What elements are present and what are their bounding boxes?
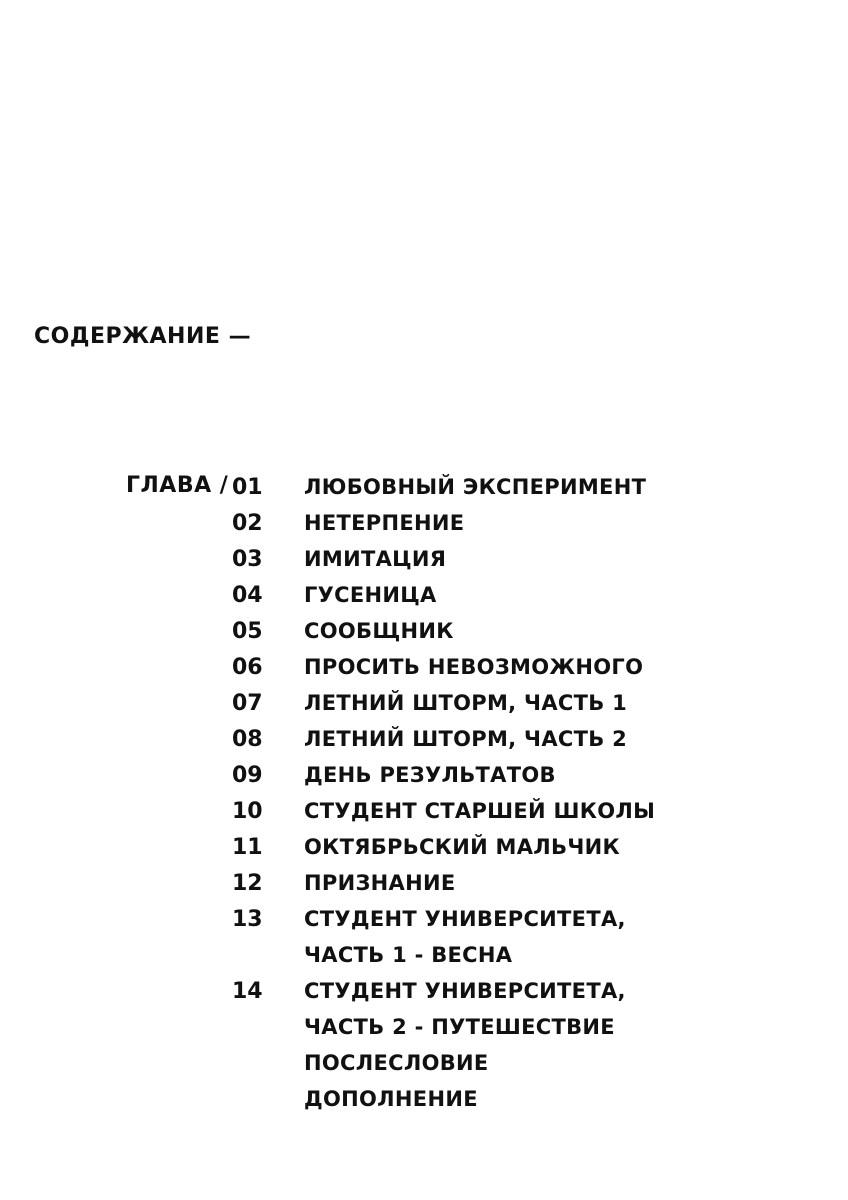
toc-entry [0,687,848,723]
chapter-number: 11 [232,835,263,860]
chapter-label: ГЛАВА / [126,473,229,498]
chapter-title: СТУДЕНТ СТАРШЕЙ ШКОЛЫ [304,799,656,823]
chapter-number: 05 [232,619,263,644]
chapter-number: 08 [232,727,263,752]
chapter-number: 09 [232,763,263,788]
toc-entry [0,471,848,507]
chapter-title: ЛЕТНИЙ ШТОРМ, ЧАСТЬ 2 [304,727,628,751]
chapter-title: ПРОСИТЬ НЕВОЗМОЖНОГО [304,655,644,679]
toc-entry-continuation [0,1011,848,1047]
chapter-title: ЧАСТЬ 1 - ВЕСНА [304,943,513,967]
chapter-number: 02 [232,511,263,536]
chapter-title: ДОПОЛНЕНИЕ [304,1087,478,1111]
chapter-title: ЛЮБОВНЫЙ ЭКСПЕРИМЕНТ [304,475,647,499]
toc-entry [0,975,848,1011]
toc-entry-afterword [0,1047,848,1083]
chapter-title: СООБЩНИК [304,619,454,643]
toc-entry [0,507,848,543]
toc-entry [0,579,848,615]
chapter-number: 13 [232,907,263,932]
toc-list [0,471,848,1119]
toc-entry [0,543,848,579]
chapter-title: ДЕНЬ РЕЗУЛЬТАТОВ [304,763,556,787]
page-title: СОДЕРЖАНИЕ — [34,324,252,349]
chapter-title: ОКТЯБРЬСКИЙ МАЛЬЧИК [304,835,620,859]
chapter-title: ИМИТАЦИЯ [304,547,447,571]
chapter-number: 12 [232,871,263,896]
chapter-title: ПОСЛЕСЛОВИЕ [304,1051,489,1075]
toc-entry [0,651,848,687]
toc-entry [0,867,848,903]
chapter-number: 14 [232,979,263,1004]
chapter-number: 01 [232,475,263,500]
toc-entry [0,831,848,867]
chapter-title: СТУДЕНТ УНИВЕРСИТЕТА, [304,907,626,931]
toc-entry [0,723,848,759]
chapter-title: ПРИЗНАНИЕ [304,871,456,895]
toc-entry [0,795,848,831]
chapter-title: ЧАСТЬ 2 - ПУТЕШЕСТВИЕ [304,1015,615,1039]
toc-entry [0,615,848,651]
chapter-number: 04 [232,583,263,608]
toc-entry-continuation [0,939,848,975]
chapter-number: 07 [232,691,263,716]
toc-entry [0,759,848,795]
chapter-number: 06 [232,655,263,680]
toc-entry-supplement [0,1083,848,1119]
chapter-number: 03 [232,547,263,572]
chapter-title: СТУДЕНТ УНИВЕРСИТЕТА, [304,979,626,1003]
toc-entry [0,903,848,939]
chapter-title: ЛЕТНИЙ ШТОРМ, ЧАСТЬ 1 [304,691,628,715]
chapter-title: НЕТЕРПЕНИЕ [304,511,465,535]
chapter-number: 10 [232,799,263,824]
chapter-title: ГУСЕНИЦА [304,583,437,607]
